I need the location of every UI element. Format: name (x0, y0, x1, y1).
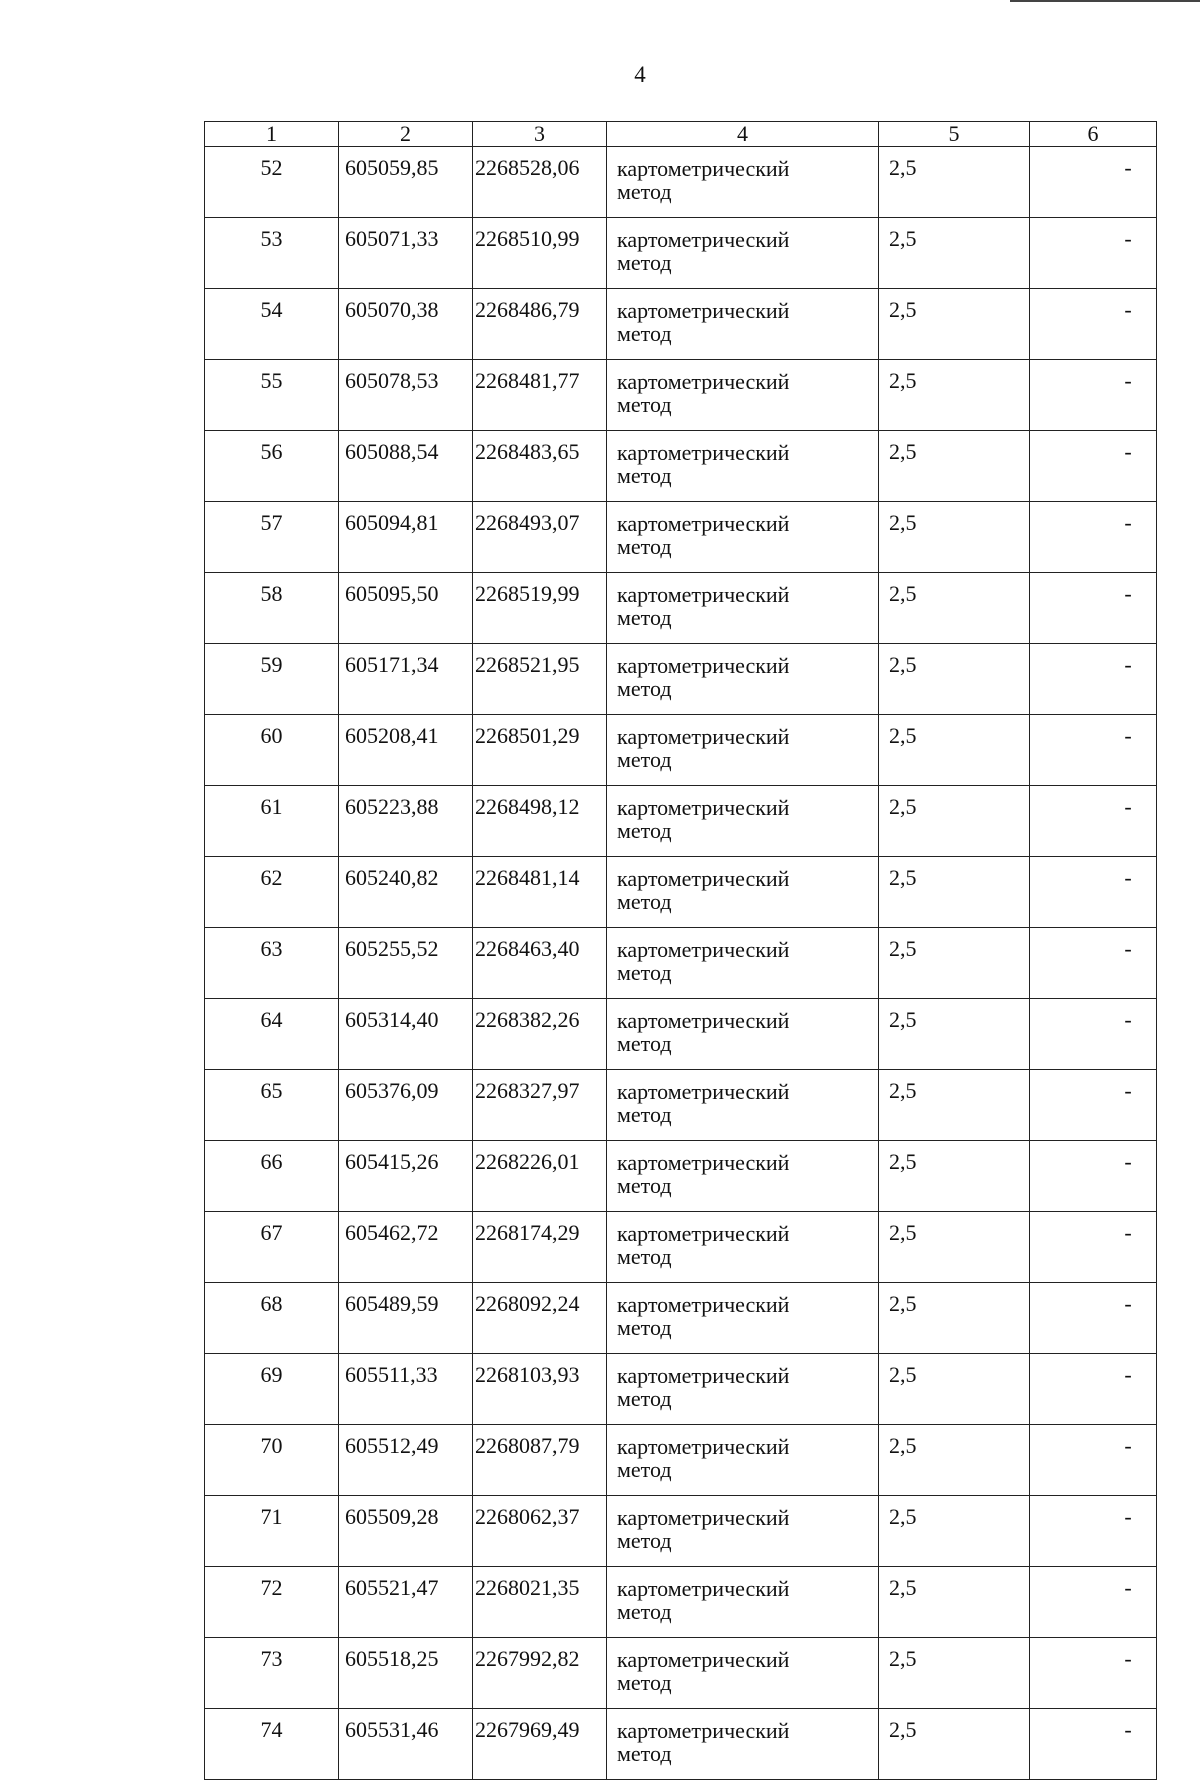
method-text-line1: картометрический (617, 1434, 790, 1459)
x-coordinate-cell: 605531,46 (339, 1709, 473, 1780)
point-number-cell: 73 (205, 1638, 339, 1709)
method-text-line2: метод (617, 818, 672, 843)
page-number: 4 (634, 62, 646, 87)
note-cell: - (1030, 786, 1157, 857)
method-text-line1: картометрический (617, 227, 790, 252)
note-cell: - (1030, 218, 1157, 289)
note-cell: - (1030, 644, 1157, 715)
method-text-line1: картометрический (617, 1505, 790, 1530)
point-number-cell: 54 (205, 289, 339, 360)
point-number-cell: 55 (205, 360, 339, 431)
note-cell: - (1030, 360, 1157, 431)
method-text-line2: метод (617, 747, 672, 772)
note-cell: - (1030, 1709, 1157, 1780)
method-text-line2: метод (617, 889, 672, 914)
point-number-cell: 72 (205, 1567, 339, 1638)
method-text-line2: метод (617, 1244, 672, 1269)
x-coordinate-cell: 605512,49 (339, 1425, 473, 1496)
point-number-cell: 59 (205, 644, 339, 715)
accuracy-cell: 2,5 (879, 1212, 1030, 1283)
table-row (205, 1141, 1157, 1212)
method-cell (607, 573, 879, 644)
note-cell: - (1030, 1070, 1157, 1141)
method-cell (607, 1496, 879, 1567)
x-coordinate-cell: 605059,85 (339, 147, 473, 218)
y-coordinate-cell: 2268092,24 (473, 1283, 607, 1354)
note-cell: - (1030, 1283, 1157, 1354)
method-text-line2: метод (617, 1528, 672, 1553)
x-coordinate-cell: 605088,54 (339, 431, 473, 502)
note-cell: - (1030, 1638, 1157, 1709)
point-number-cell: 67 (205, 1212, 339, 1283)
method-cell (607, 928, 879, 999)
point-number-cell: 53 (205, 218, 339, 289)
y-coordinate-cell: 2267969,49 (473, 1709, 607, 1780)
accuracy-cell: 2,5 (879, 857, 1030, 928)
point-number-cell: 71 (205, 1496, 339, 1567)
y-coordinate-cell: 2268087,79 (473, 1425, 607, 1496)
method-cell (607, 218, 879, 289)
header-cell: 2 (339, 122, 473, 147)
note-cell: - (1030, 1141, 1157, 1212)
x-coordinate-cell: 605314,40 (339, 999, 473, 1070)
table-row (205, 857, 1157, 928)
accuracy-cell: 2,5 (879, 1496, 1030, 1567)
method-text-line1: картометрический (617, 582, 790, 607)
accuracy-cell: 2,5 (879, 1354, 1030, 1425)
note-cell: - (1030, 147, 1157, 218)
point-number-cell: 69 (205, 1354, 339, 1425)
method-text-line2: метод (617, 1599, 672, 1624)
y-coordinate-cell: 2268382,26 (473, 999, 607, 1070)
accuracy-cell: 2,5 (879, 999, 1030, 1070)
y-coordinate-cell: 2268521,95 (473, 644, 607, 715)
method-text-line2: метод (617, 676, 672, 701)
y-coordinate-cell: 2268486,79 (473, 289, 607, 360)
table-row (205, 431, 1157, 502)
method-text-line1: картометрический (617, 1079, 790, 1104)
note-cell: - (1030, 1212, 1157, 1283)
point-number-cell: 56 (205, 431, 339, 502)
accuracy-cell: 2,5 (879, 1709, 1030, 1780)
table-row (205, 1283, 1157, 1354)
method-text-line1: картометрический (617, 795, 790, 820)
method-text-line2: метод (617, 534, 672, 559)
x-coordinate-cell: 605521,47 (339, 1567, 473, 1638)
header-cell: 5 (879, 122, 1030, 147)
method-cell (607, 999, 879, 1070)
method-text-line1: картометрический (617, 156, 790, 181)
method-text-line2: метод (617, 463, 672, 488)
method-text-line1: картометрический (617, 1008, 790, 1033)
y-coordinate-cell: 2268493,07 (473, 502, 607, 573)
method-text-line1: картометрический (617, 1150, 790, 1175)
accuracy-cell: 2,5 (879, 147, 1030, 218)
table-row (205, 1496, 1157, 1567)
method-cell (607, 1638, 879, 1709)
method-text-line2: метод (617, 1031, 672, 1056)
y-coordinate-cell: 2268501,29 (473, 715, 607, 786)
x-coordinate-cell: 605070,38 (339, 289, 473, 360)
method-cell (607, 1567, 879, 1638)
y-coordinate-cell: 2268519,99 (473, 573, 607, 644)
method-text-line1: картометрический (617, 1718, 790, 1743)
x-coordinate-cell: 605415,26 (339, 1141, 473, 1212)
x-coordinate-cell: 605518,25 (339, 1638, 473, 1709)
x-coordinate-cell: 605376,09 (339, 1070, 473, 1141)
accuracy-cell: 2,5 (879, 1425, 1030, 1496)
x-coordinate-cell: 605462,72 (339, 1212, 473, 1283)
note-cell: - (1030, 431, 1157, 502)
accuracy-cell: 2,5 (879, 1638, 1030, 1709)
y-coordinate-cell: 2268528,06 (473, 147, 607, 218)
point-number-cell: 70 (205, 1425, 339, 1496)
method-text-line2: метод (617, 392, 672, 417)
method-cell (607, 1070, 879, 1141)
method-cell (607, 1141, 879, 1212)
top-edge-rule (1010, 0, 1200, 2)
header-cell: 4 (607, 122, 879, 147)
method-text-line1: картометрический (617, 511, 790, 536)
point-number-cell: 57 (205, 502, 339, 573)
note-cell: - (1030, 289, 1157, 360)
table-row (205, 999, 1157, 1070)
note-cell: - (1030, 1567, 1157, 1638)
accuracy-cell: 2,5 (879, 1283, 1030, 1354)
method-text-line1: картометрический (617, 937, 790, 962)
method-text-line1: картометрический (617, 440, 790, 465)
method-text-line2: метод (617, 1457, 672, 1482)
note-cell: - (1030, 573, 1157, 644)
point-number-cell: 52 (205, 147, 339, 218)
accuracy-cell: 2,5 (879, 715, 1030, 786)
point-number-cell: 61 (205, 786, 339, 857)
accuracy-cell: 2,5 (879, 218, 1030, 289)
accuracy-cell: 2,5 (879, 431, 1030, 502)
y-coordinate-cell: 2268510,99 (473, 218, 607, 289)
x-coordinate-cell: 605509,28 (339, 1496, 473, 1567)
point-number-cell: 68 (205, 1283, 339, 1354)
method-text-line1: картометрический (617, 1576, 790, 1601)
y-coordinate-cell: 2268481,14 (473, 857, 607, 928)
accuracy-cell: 2,5 (879, 644, 1030, 715)
table-row (205, 502, 1157, 573)
accuracy-cell: 2,5 (879, 1070, 1030, 1141)
method-text-line2: метод (617, 605, 672, 630)
table-row (205, 1354, 1157, 1425)
x-coordinate-cell: 605171,34 (339, 644, 473, 715)
table-row (205, 715, 1157, 786)
method-text-line1: картометрический (617, 1363, 790, 1388)
table-row (205, 1212, 1157, 1283)
note-cell: - (1030, 1496, 1157, 1567)
y-coordinate-cell: 2268062,37 (473, 1496, 607, 1567)
method-text-line1: картометрический (617, 298, 790, 323)
y-coordinate-cell: 2267992,82 (473, 1638, 607, 1709)
y-coordinate-cell: 2268021,35 (473, 1567, 607, 1638)
accuracy-cell: 2,5 (879, 928, 1030, 999)
method-cell (607, 289, 879, 360)
point-number-cell: 60 (205, 715, 339, 786)
x-coordinate-cell: 605208,41 (339, 715, 473, 786)
table-row (205, 147, 1157, 218)
accuracy-cell: 2,5 (879, 289, 1030, 360)
method-text-line2: метод (617, 250, 672, 275)
method-text-line2: метод (617, 1386, 672, 1411)
method-text-line1: картометрический (617, 1221, 790, 1246)
note-cell: - (1030, 715, 1157, 786)
point-number-cell: 66 (205, 1141, 339, 1212)
accuracy-cell: 2,5 (879, 502, 1030, 573)
note-cell: - (1030, 1354, 1157, 1425)
accuracy-cell: 2,5 (879, 573, 1030, 644)
x-coordinate-cell: 605223,88 (339, 786, 473, 857)
table-row (205, 786, 1157, 857)
note-cell: - (1030, 999, 1157, 1070)
x-coordinate-cell: 605511,33 (339, 1354, 473, 1425)
header-cell: 1 (205, 122, 339, 147)
method-text-line2: метод (617, 1741, 672, 1766)
table-row (205, 644, 1157, 715)
x-coordinate-cell: 605071,33 (339, 218, 473, 289)
method-text-line2: метод (617, 1102, 672, 1127)
method-text-line1: картометрический (617, 653, 790, 678)
table-row (205, 218, 1157, 289)
table-row (205, 1567, 1157, 1638)
y-coordinate-cell: 2268498,12 (473, 786, 607, 857)
note-cell: - (1030, 857, 1157, 928)
table-row (205, 289, 1157, 360)
method-cell (607, 360, 879, 431)
method-text-line2: метод (617, 1173, 672, 1198)
method-cell (607, 786, 879, 857)
point-number-cell: 62 (205, 857, 339, 928)
method-cell (607, 644, 879, 715)
y-coordinate-cell: 2268103,93 (473, 1354, 607, 1425)
method-cell (607, 857, 879, 928)
header-cell: 3 (473, 122, 607, 147)
point-number-cell: 63 (205, 928, 339, 999)
method-text-line1: картометрический (617, 1292, 790, 1317)
coordinates-table (204, 121, 1157, 1780)
x-coordinate-cell: 605489,59 (339, 1283, 473, 1354)
header-cell: 6 (1030, 122, 1157, 147)
note-cell: - (1030, 502, 1157, 573)
method-cell (607, 1283, 879, 1354)
point-number-cell: 65 (205, 1070, 339, 1141)
table-row (205, 928, 1157, 999)
y-coordinate-cell: 2268174,29 (473, 1212, 607, 1283)
method-text-line2: метод (617, 321, 672, 346)
method-text-line2: метод (617, 960, 672, 985)
method-text-line1: картометрический (617, 369, 790, 394)
accuracy-cell: 2,5 (879, 786, 1030, 857)
method-cell (607, 431, 879, 502)
method-cell (607, 1354, 879, 1425)
x-coordinate-cell: 605240,82 (339, 857, 473, 928)
accuracy-cell: 2,5 (879, 1141, 1030, 1212)
method-text-line1: картометрический (617, 1647, 790, 1672)
table-row (205, 573, 1157, 644)
method-cell (607, 147, 879, 218)
method-text-line1: картометрический (617, 724, 790, 749)
note-cell: - (1030, 928, 1157, 999)
method-cell (607, 1212, 879, 1283)
method-text-line2: метод (617, 1315, 672, 1340)
y-coordinate-cell: 2268483,65 (473, 431, 607, 502)
method-text-line2: метод (617, 179, 672, 204)
method-text-line1: картометрический (617, 866, 790, 891)
note-cell: - (1030, 1425, 1157, 1496)
point-number-cell: 58 (205, 573, 339, 644)
table-row (205, 360, 1157, 431)
table-row (205, 1709, 1157, 1780)
table-row (205, 1070, 1157, 1141)
x-coordinate-cell: 605094,81 (339, 502, 473, 573)
x-coordinate-cell: 605078,53 (339, 360, 473, 431)
point-number-cell: 64 (205, 999, 339, 1070)
y-coordinate-cell: 2268226,01 (473, 1141, 607, 1212)
accuracy-cell: 2,5 (879, 1567, 1030, 1638)
y-coordinate-cell: 2268481,77 (473, 360, 607, 431)
method-cell (607, 1709, 879, 1780)
method-text-line2: метод (617, 1670, 672, 1695)
method-cell (607, 715, 879, 786)
point-number-cell: 74 (205, 1709, 339, 1780)
x-coordinate-cell: 605255,52 (339, 928, 473, 999)
accuracy-cell: 2,5 (879, 360, 1030, 431)
method-cell (607, 502, 879, 573)
y-coordinate-cell: 2268463,40 (473, 928, 607, 999)
table-row (205, 1425, 1157, 1496)
method-cell (607, 1425, 879, 1496)
table-row (205, 1638, 1157, 1709)
y-coordinate-cell: 2268327,97 (473, 1070, 607, 1141)
table-header-row (205, 122, 1157, 147)
x-coordinate-cell: 605095,50 (339, 573, 473, 644)
